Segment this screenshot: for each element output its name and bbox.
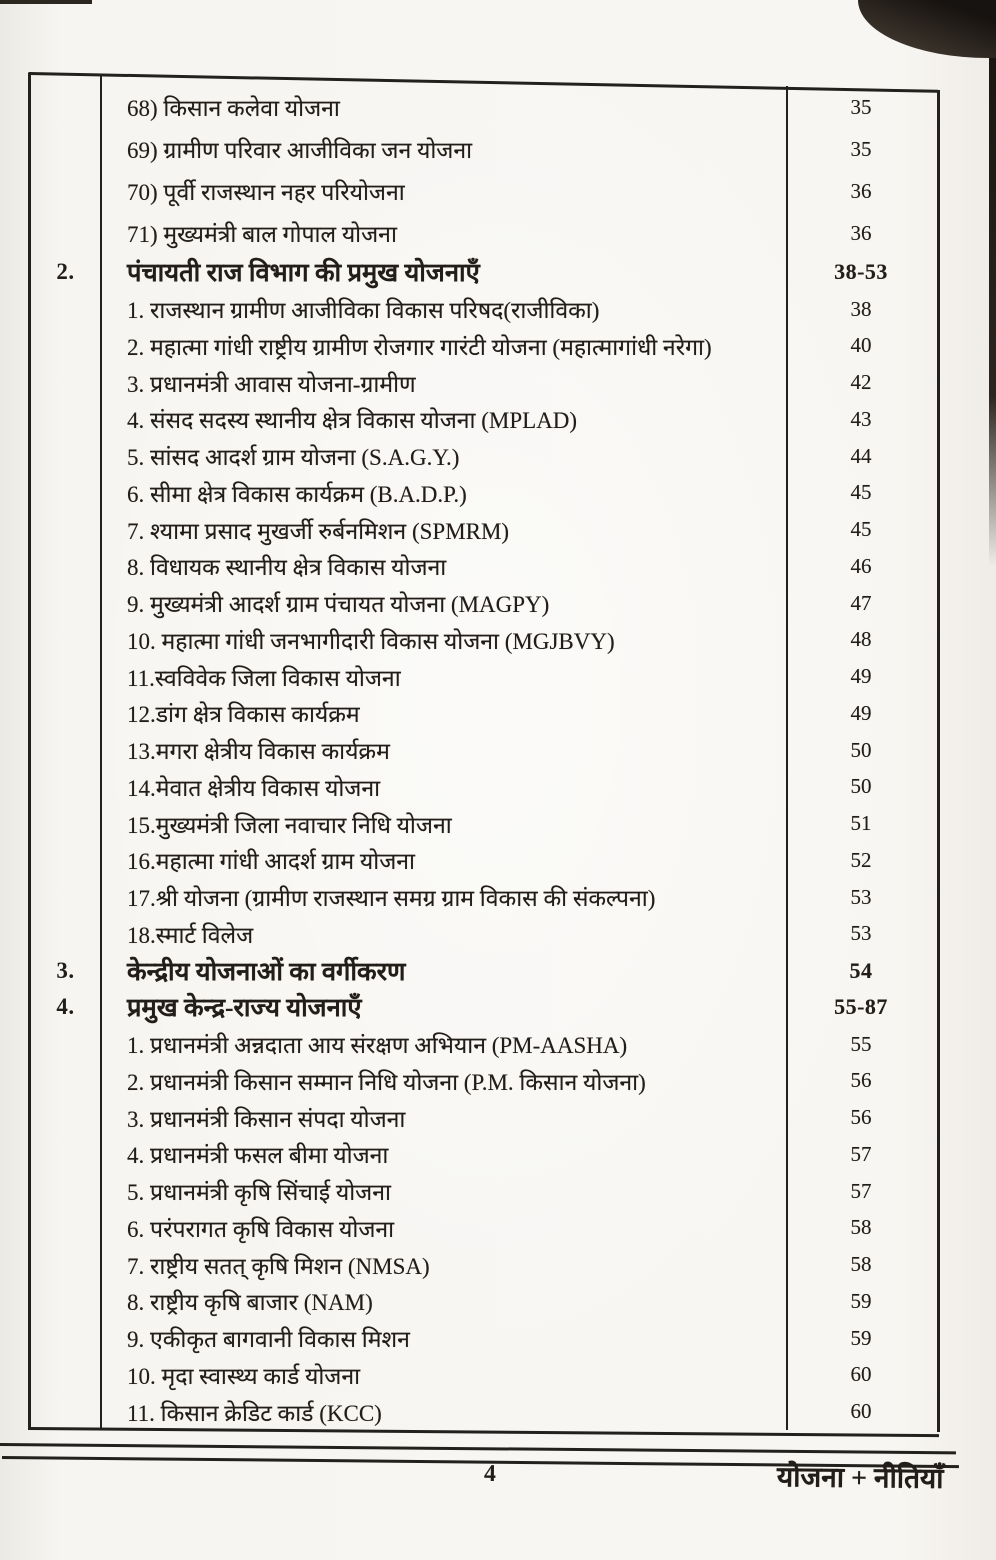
toc-page-number: 50 — [850, 774, 872, 799]
toc-title: 14.मेवात क्षेत्रीय विकास योजना — [127, 775, 381, 801]
toc-title: 2. प्रधानमंत्री किसान सम्मान निधि योजना (P.M. किसान योजना) — [127, 1069, 646, 1095]
toc-page-number: 50 — [850, 737, 872, 762]
toc-page-number: 58 — [850, 1215, 872, 1240]
toc-title: 11. किसान क्रेडिट कार्ड (KCC) — [127, 1400, 382, 1426]
toc-title: 2. महात्मा गांधी राष्ट्रीय ग्रामीण रोजगार गारंटी योजना (महात्मागांधी नरेगा) — [127, 334, 712, 360]
toc-page-number: 59 — [850, 1288, 872, 1313]
toc-serial: 3. — [56, 957, 75, 983]
toc-title: 3. प्रधानमंत्री आवास योजना-ग्रामीण — [127, 371, 416, 397]
toc-title: केन्द्रीय योजनाओं का वर्गीकरण — [127, 956, 406, 986]
toc-title: 15.मुख्यमंत्री जिला नवाचार निधि योजना — [127, 812, 452, 838]
toc-page-number: 35 — [850, 136, 872, 161]
toc-title: 71) मुख्यमंत्री बाल गोपाल योजना — [127, 222, 397, 247]
toc-title: 8. राष्ट्रीय कृषि बाजार (NAM) — [127, 1290, 373, 1316]
toc-row — [30, 86, 936, 128]
toc-title: 1. प्रधानमंत्री अन्नदाता आय संरक्षण अभियान (PM-AASHA) — [127, 1033, 628, 1059]
toc-row — [30, 732, 936, 769]
toc-page-number: 55 — [850, 1031, 872, 1056]
toc-page-number: 51 — [850, 811, 872, 836]
toc-row — [30, 254, 936, 291]
footer-page-number: 4 — [483, 1460, 497, 1488]
toc-title: 10. महात्मा गांधी जनभागीदारी विकास योजना (MGJBVY) — [127, 628, 615, 654]
toc-page-number: 44 — [850, 443, 872, 468]
toc-page-number: 40 — [850, 333, 872, 358]
toc-title: 10. मृदा स्वास्थ्य कार्ड योजना — [127, 1363, 361, 1389]
toc-row — [30, 128, 936, 170]
toc-title: 69) ग्रामीण परिवार आजीविका जन योजना — [127, 138, 473, 163]
toc-row — [30, 1063, 936, 1100]
toc-page-number: 56 — [850, 1068, 872, 1093]
toc-title: 4. प्रधानमंत्री फसल बीमा योजना — [127, 1143, 389, 1169]
toc-row — [30, 364, 936, 401]
toc-title: 4. संसद सदस्य स्थानीय क्षेत्र विकास योजना (MPLAD) — [127, 408, 578, 434]
toc-page-number: 47 — [850, 590, 872, 615]
toc-row — [30, 438, 936, 475]
toc-page-number: 54 — [849, 957, 873, 983]
toc-row — [30, 1320, 936, 1357]
footer-rule-top — [0, 1443, 956, 1454]
toc-row — [30, 511, 936, 548]
toc-page-number: 48 — [850, 627, 872, 652]
toc-title: 5. प्रधानमंत्री कृषि सिंचाई योजना — [127, 1180, 391, 1206]
toc-page-number: 46 — [850, 553, 872, 578]
toc-title: 5. सांसद आदर्श ग्राम योजना (S.A.G.Y.) — [127, 445, 460, 471]
toc-title: 8. विधायक स्थानीय क्षेत्र विकास योजना — [127, 555, 447, 581]
toc-page-number: 55-87 — [834, 994, 888, 1020]
toc-page-number: 45 — [850, 480, 872, 505]
toc-page-number: 60 — [850, 1399, 872, 1424]
toc-page-number: 42 — [850, 370, 872, 395]
toc-page-number: 59 — [850, 1325, 872, 1350]
toc-title: 9. एकीकृत बागवानी विकास मिशन — [127, 1327, 410, 1353]
toc-row — [30, 401, 936, 438]
toc-page-number: 49 — [850, 664, 872, 689]
toc-row — [30, 1136, 936, 1173]
toc-page-number: 58 — [850, 1252, 872, 1277]
toc-page-number: 57 — [850, 1141, 872, 1166]
toc-row — [30, 1246, 936, 1283]
toc-row — [30, 328, 936, 365]
toc-row — [30, 1393, 936, 1430]
toc-page-number: 38-53 — [834, 259, 888, 285]
toc-title: 70) पूर्वी राजस्थान नहर परियोजना — [127, 180, 405, 205]
toc-title: 12.डांग क्षेत्र विकास कार्यक्रम — [127, 702, 360, 728]
toc-row — [30, 1173, 936, 1210]
toc-page-number: 56 — [850, 1105, 872, 1130]
toc-title: 6. सीमा क्षेत्र विकास कार्यक्रम (B.A.D.P.) — [127, 481, 467, 507]
toc-rows — [30, 80, 936, 1424]
toc-serial: 4. — [56, 994, 75, 1020]
toc-page-number: 53 — [850, 921, 872, 946]
toc-row — [30, 695, 936, 732]
toc-title: 16.महात्मा गांधी आदर्श ग्राम योजना — [127, 849, 415, 875]
toc-row — [30, 658, 936, 695]
toc-row — [30, 769, 936, 806]
toc-page-number: 35 — [850, 94, 872, 119]
toc-row — [30, 291, 936, 328]
toc-row — [30, 879, 936, 916]
toc-row — [30, 548, 936, 585]
toc-title: 1. राजस्थान ग्रामीण आजीविका विकास परिषद(राजीविका) — [127, 298, 600, 324]
toc-page-number: 60 — [850, 1362, 872, 1387]
toc-page-number: 36 — [850, 220, 872, 245]
toc-row — [30, 475, 936, 512]
toc-serial: 2. — [56, 259, 75, 285]
toc-row — [30, 1283, 936, 1320]
toc-title: 11.स्वविवेक जिला विकास योजना — [127, 665, 401, 691]
toc-row — [30, 805, 936, 842]
toc-row — [30, 212, 936, 254]
toc-title: 68) किसान कलेवा योजना — [127, 96, 340, 121]
toc-page-number: 38 — [850, 296, 872, 321]
toc-title: 13.मगरा क्षेत्रीय विकास कार्यक्रम — [127, 739, 390, 765]
toc-title: पंचायती राज विभाग की प्रमुख योजनाएँ — [127, 258, 480, 288]
toc-row — [30, 842, 936, 879]
toc-page-number: 43 — [850, 406, 872, 431]
footer-book-title: योजना + नीतियाँ — [777, 1462, 945, 1495]
toc-row — [30, 1099, 936, 1136]
toc-page-number: 53 — [850, 884, 872, 909]
toc-row — [30, 952, 936, 989]
toc-row — [30, 1210, 936, 1247]
toc-title: 9. मुख्यमंत्री आदर्श ग्राम पंचायत योजना (MAGPY) — [127, 592, 550, 618]
toc-page-number: 45 — [850, 517, 872, 542]
toc-title: 3. प्रधानमंत्री किसान संपदा योजना — [127, 1106, 406, 1132]
page-curl-shadow — [858, 0, 996, 58]
toc-title: 6. परंपरागत कृषि विकास योजना — [127, 1216, 395, 1242]
table-border-right — [937, 90, 940, 1432]
toc-title: 18.स्मार्ट विलेज — [127, 922, 254, 948]
toc-row — [30, 622, 936, 659]
toc-page-number: 36 — [850, 178, 872, 203]
toc-title: प्रमुख केन्द्र-राज्य योजनाएँ — [127, 993, 362, 1023]
toc-title: 17.श्री योजना (ग्रामीण राजस्थान समग्र ग्राम विकास की संकल्पना) — [127, 886, 656, 912]
scan-right-edge-shadow — [989, 0, 996, 566]
toc-title: 7. राष्ट्रीय सतत् कृषि मिशन (NMSA) — [127, 1253, 430, 1279]
toc-row — [30, 585, 936, 622]
toc-row — [30, 170, 936, 212]
toc-row — [30, 1026, 936, 1063]
toc-page-number: 52 — [850, 847, 872, 872]
toc-row — [30, 989, 936, 1026]
toc-row — [30, 916, 936, 953]
toc-page-number: 57 — [850, 1178, 872, 1203]
scan-top-edge-mark — [0, 0, 92, 4]
toc-page-number: 49 — [850, 700, 872, 725]
toc-row — [30, 1357, 936, 1394]
toc-title: 7. श्यामा प्रसाद मुखर्जी रुर्बनमिशन (SPMRM) — [127, 518, 510, 544]
